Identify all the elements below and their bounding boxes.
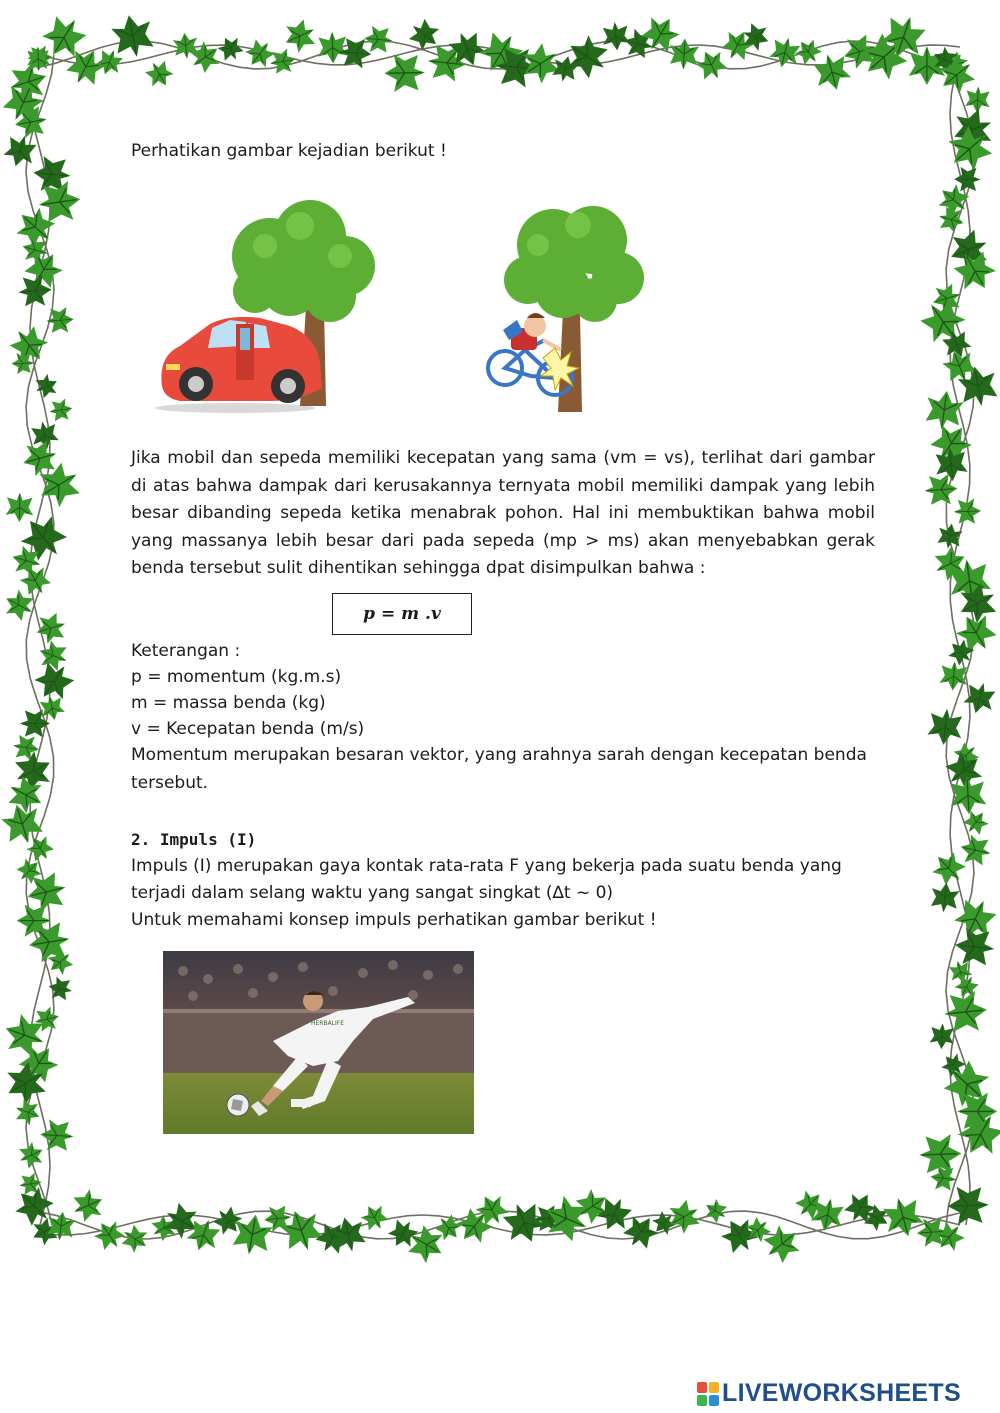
- red-car: [161, 317, 322, 403]
- momentum-explanation-paragraph: Jika mobil dan sepeda memiliki kecepatan yang sama (vm = vs), terlihat dari gambar di atas bahwa dampak dari kerusakannya ternyata mobil memiliki dampak yang lebih besar dibanding sepeda ketika menabrak pohon. Hal ini membuktikan bahwa mobil yang massanya lebih besar dari pada sepeda (mp > ms) akan menyebabkan gerak benda tersebut sulit dihentikan sehingga dpat disimpulkan bahwa :: [131, 448, 875, 578]
- jersey-text: HERBALIFE: [311, 1020, 345, 1027]
- note-m: m = massa benda (kg): [131, 693, 326, 713]
- note-p: p = momentum (kg.m.s): [131, 667, 342, 687]
- liveworksheets-logo-text: LIVEWORKSHEETS: [722, 1379, 961, 1407]
- impuls-line-2: terjadi dalam selang waktu yang sangat singkat (∆t ~ 0): [131, 883, 614, 903]
- formula-notes: [131, 638, 875, 742]
- impuls-line-3: Untuk memahami konsep impuls perhatikan gambar berikut !: [131, 910, 657, 930]
- momentum-vector-note: Momentum merupakan besaran vektor, yang arahnya sarah dengan kecepatan benda tersebut.: [131, 745, 867, 793]
- note-v: v = Kecepatan benda (m/s): [131, 719, 365, 739]
- car-crash-illustration: [150, 196, 380, 416]
- notes-title: Keterangan :: [131, 641, 241, 661]
- bicycle-rider: [488, 313, 572, 395]
- liveworksheets-logo: [697, 1379, 961, 1408]
- impuls-paragraph: [131, 853, 875, 934]
- intro-text: Perhatikan gambar kejadian berikut !: [131, 141, 447, 161]
- bicycle-crash-illustration: [483, 200, 663, 415]
- liveworksheets-logo-icon: [697, 1382, 719, 1406]
- impuls-heading: 2. Impuls (I): [131, 830, 257, 849]
- football-kick-photo: [163, 951, 474, 1134]
- impuls-line-1: Impuls (I) merupakan gaya kontak rata-rata F yang bekerja pada suatu benda yang: [131, 856, 842, 876]
- momentum-formula-box: [332, 593, 472, 635]
- momentum-formula: p = m .v: [363, 604, 441, 624]
